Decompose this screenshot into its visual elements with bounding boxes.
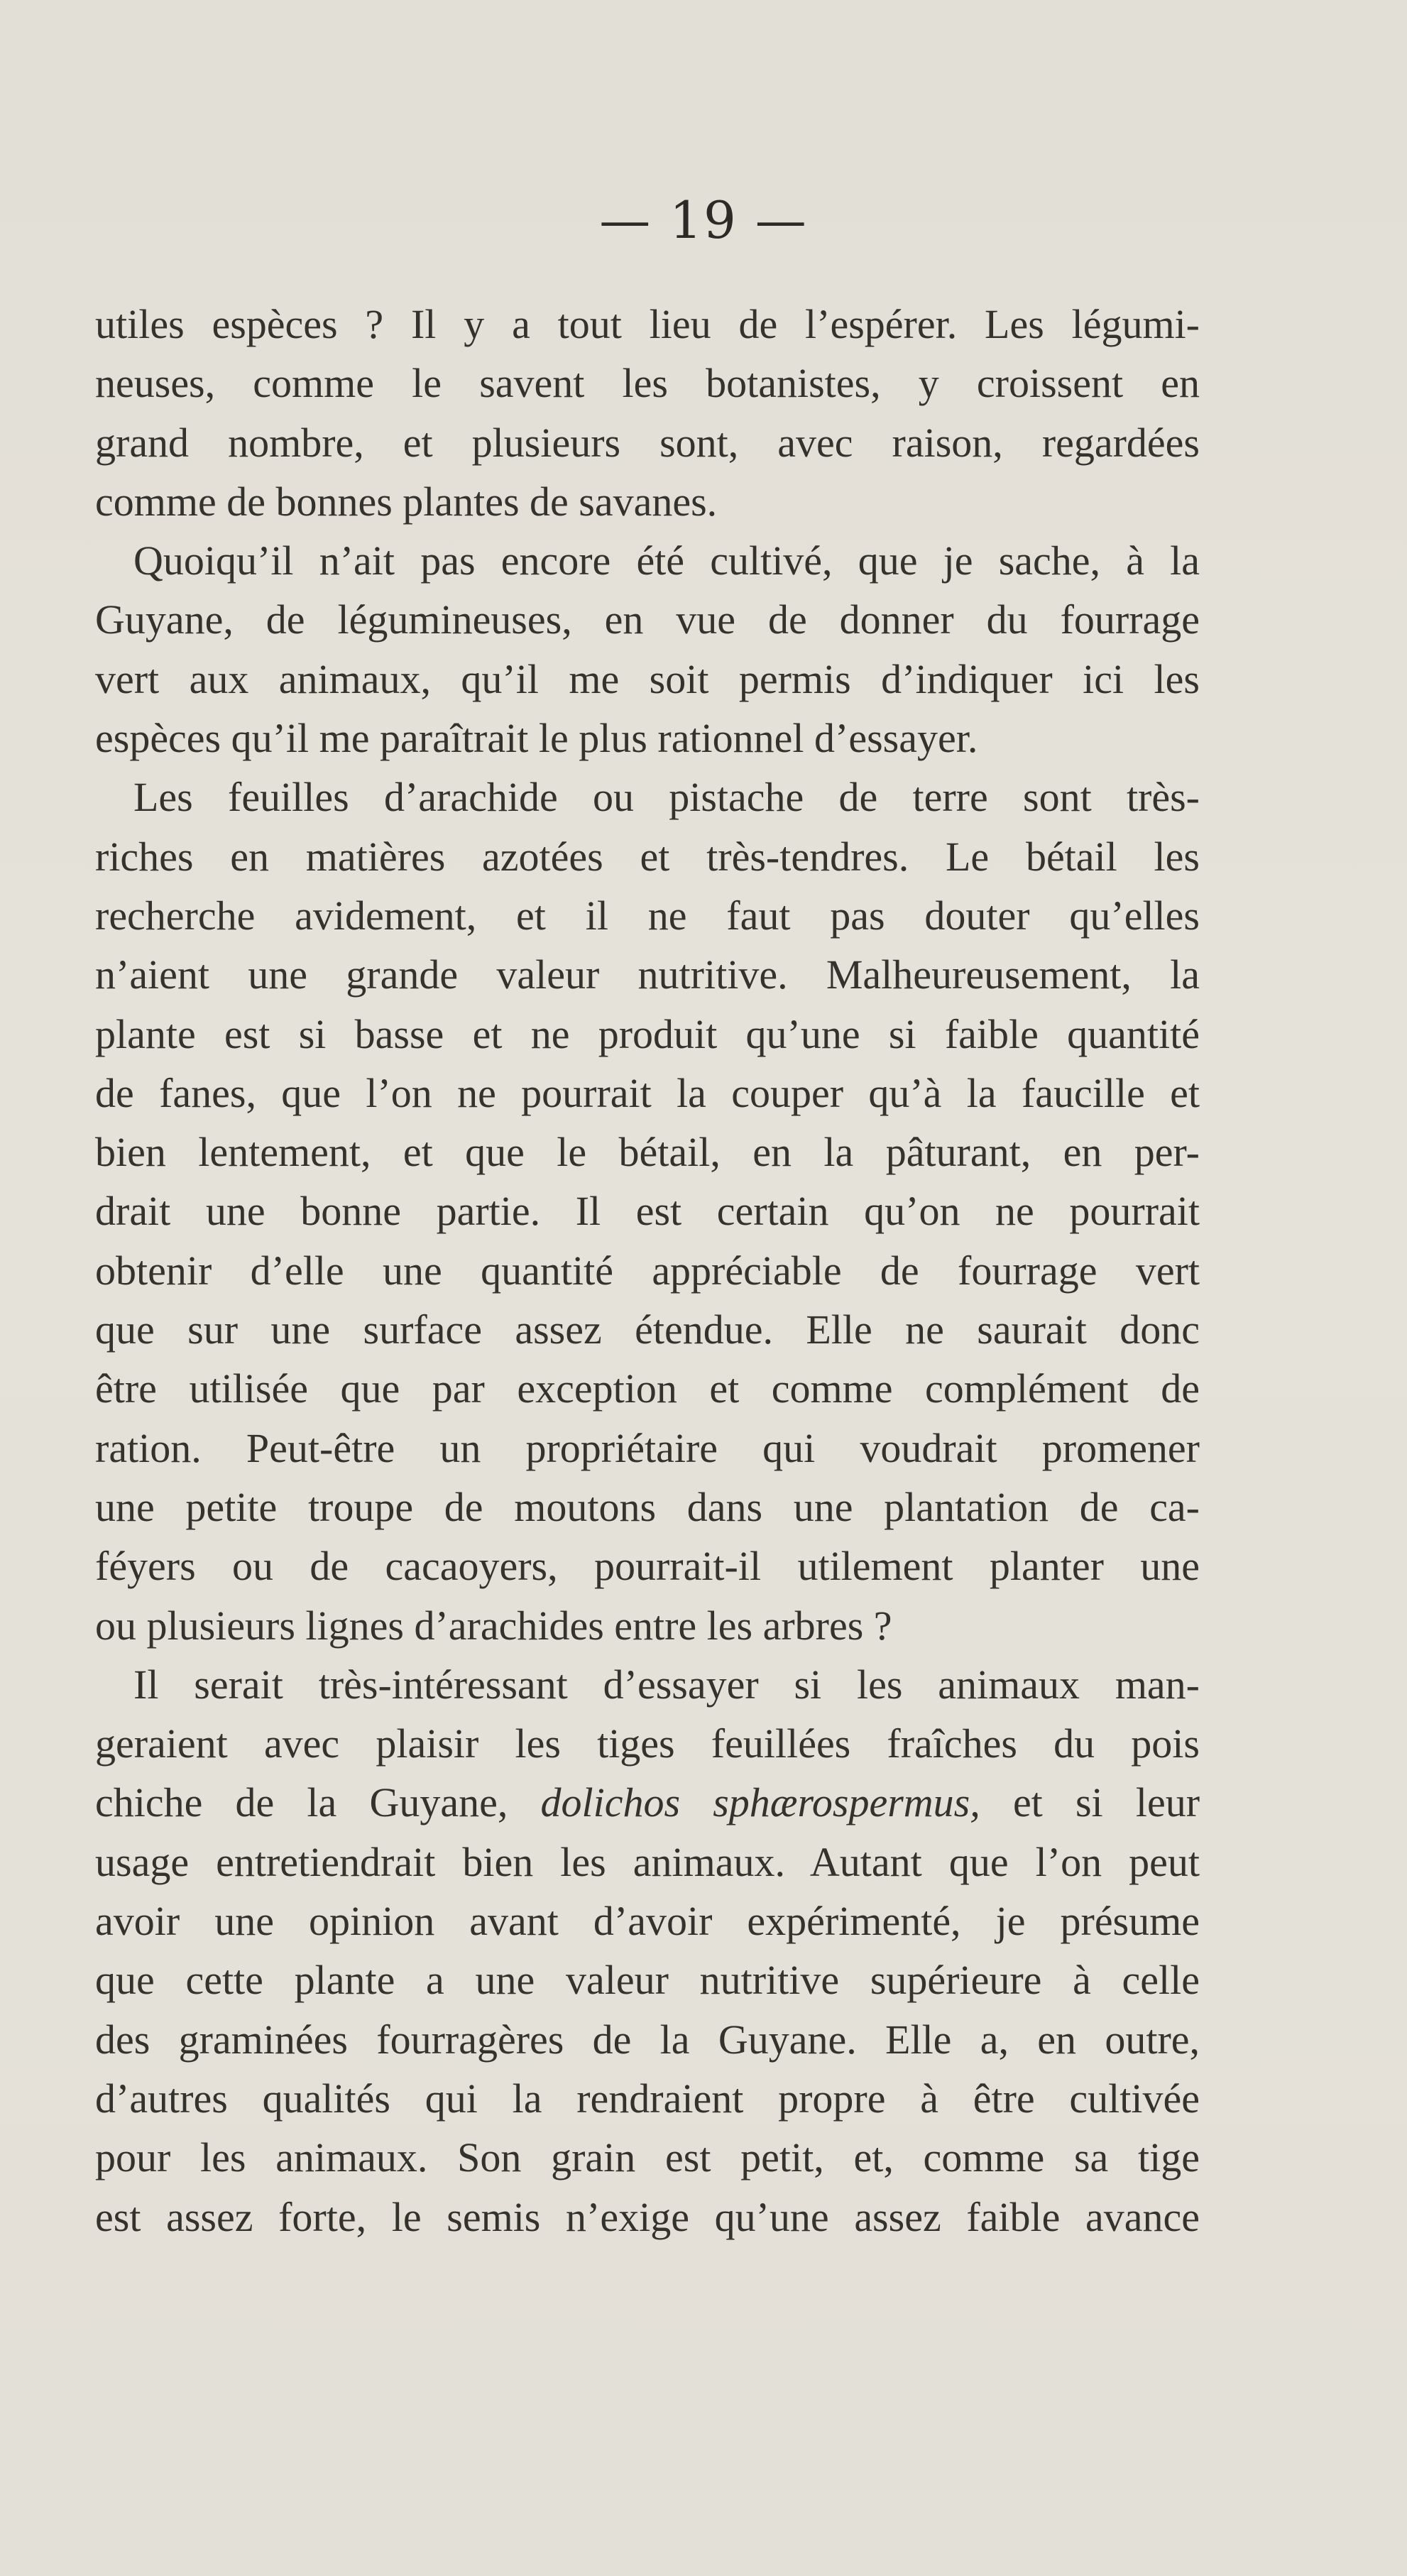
text-line: grand nombre, et plusieurs sont, avec raison, regardées [95, 419, 1200, 466]
body-text [95, 295, 1200, 2247]
text-line: bien lentement, et que le bétail, en la pâturant, en per- [95, 1129, 1200, 1176]
text-line: utiles espèces ? Il y a tout lieu de l’espérer. Les légumi- [95, 301, 1200, 347]
text-line: comme de bonnes plantes de savanes. [95, 478, 718, 525]
text-line: est assez forte, le semis n’exige qu’une assez faible avance [95, 2193, 1200, 2240]
text-line: obtenir d’elle une quantité appréciable de fourrage vert [95, 1247, 1200, 1294]
text-line: geraient avec plaisir les tiges feuillées fraîches du pois [95, 1720, 1200, 1767]
text-line: que cette plante a une valeur nutritive supérieure à celle [95, 1957, 1200, 2004]
text-line: que sur une surface assez étendue. Elle ne saurait donc [95, 1306, 1200, 1353]
italic-species-name: dolichos sphærospermus, [540, 1779, 980, 1826]
text-line: être utilisée que par exception et comme complément de [95, 1365, 1200, 1412]
text-line: vert aux animaux, qu’il me soit permis d’indiquer ici les [95, 655, 1200, 702]
text-line: riches en matières azotées et très-tendres. Le bétail les [95, 833, 1200, 880]
text-line: Les feuilles d’arachide ou pistache de terre sont très- [133, 774, 1200, 821]
text-line: avoir une opinion avant d’avoir expérimenté, je présume [95, 1898, 1200, 1945]
text-fragment: chiche de la Guyane, [95, 1779, 541, 1826]
text-line: une petite troupe de moutons dans une plantation de ca- [95, 1483, 1200, 1530]
text-fragment: et si leur [980, 1779, 1200, 1826]
text-line: féyers ou de cacaoyers, pourrait-il utilement planter une [95, 1543, 1200, 1590]
text-line [95, 1773, 1200, 1832]
text-line: Il serait très-intéressant d’essayer si les animaux man- [133, 1661, 1200, 1708]
text-line: de fanes, que l’on ne pourrait la couper qu’à la faucille et [95, 1069, 1200, 1116]
text-line: usage entretiendrait bien les animaux. Autant que l’on peut [95, 1838, 1200, 1885]
text-line: d’autres qualités qui la rendraient propre à être cultivée [95, 2075, 1200, 2122]
page-number: — 19 — [599, 190, 808, 250]
text-line: pour les animaux. Son grain est petit, et, comme sa tige [95, 2134, 1200, 2181]
text-line: espèces qu’il me paraîtrait le plus rationnel d’essayer. [95, 715, 978, 762]
text-line: n’aient une grande valeur nutritive. Malheureusement, la [95, 951, 1200, 998]
text-line: recherche avidement, et il ne faut pas douter qu’elles [95, 892, 1200, 939]
text-line: des graminées fourragères de la Guyane. Elle a, en outre, [95, 2016, 1200, 2063]
text-line: Quoiqu’il n’ait pas encore été cultivé, que je sache, à la [133, 537, 1200, 584]
text-line: Guyane, de légumineuses, en vue de donner du fourrage [95, 596, 1200, 643]
text-line: drait une bonne partie. Il est certain qu’on ne pourrait [95, 1188, 1200, 1235]
text-line: ration. Peut-être un propriétaire qui voudrait promener [95, 1424, 1200, 1471]
text-line: ou plusieurs lignes d’arachides entre les arbres ? [95, 1602, 892, 1649]
text-line: neuses, comme le savent les botanistes, y croissent en [95, 360, 1200, 407]
text-line: plante est si basse et ne produit qu’une si faible quantité [95, 1010, 1200, 1057]
